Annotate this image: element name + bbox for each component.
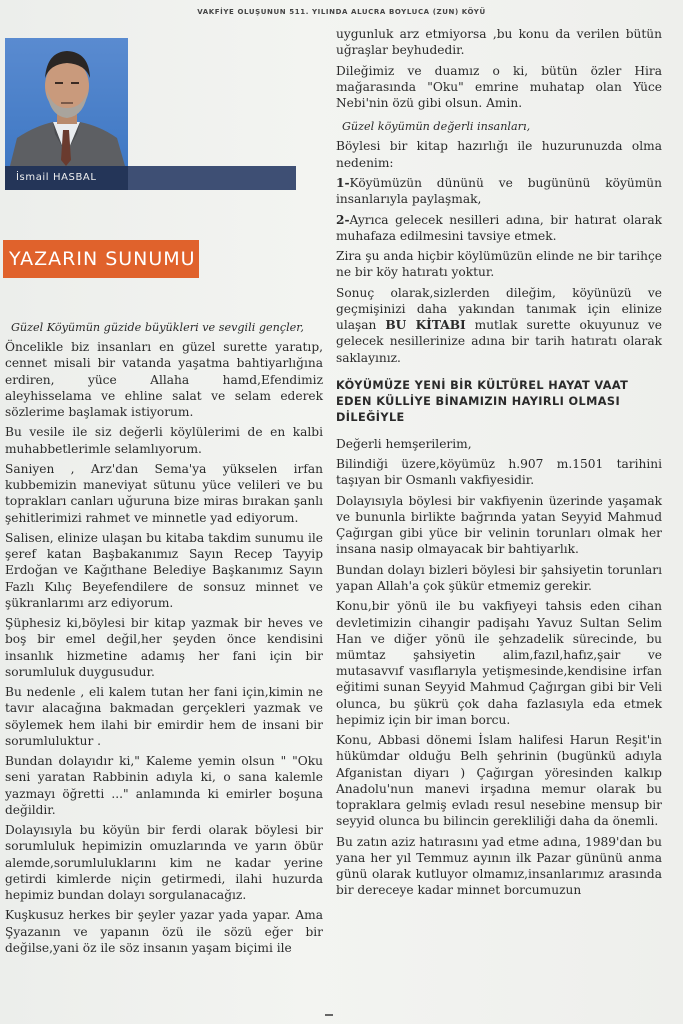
conclusion-paragraph bbox=[336, 285, 662, 366]
paragraph: Konu,bir yönü ile bu vakfiyeyi tahsis eden cihan devletimizin cihangir padişahı Yavuz Sultan Selim Han ve diğer yönü ile şehzadelik sürecinde, bu mümtaz şahsiyetin alim,fazıl,hafız,şair ve mutasavvıf vasıflarıyla yetişmesinde,kendisine irfan eğitimi sunan Seyyid Mahmud Çağırgan gibi bir Veli olunca, bu şükrü çok daha fazlasıyla eda etmek hepimiz için bir iman borcu. bbox=[336, 599, 662, 727]
continuation-paragraph: uygunluk arz etmiyorsa ,bu konu da verilen bütün uğraşlar beyhudedir. bbox=[336, 27, 662, 58]
right-salutation: Güzel köyümün değerli insanları, bbox=[342, 120, 531, 134]
paragraph: Dolayısıyla bu köyün bir ferdi olarak böylesi bir sorumluluk hepimizin omuzlarında ve yarın öbür alemde,sorumluluklarını kim ne kadar yerine getirdi kimlerde niçin getirmedi, ilahi huzurda hepimiz bundan dolayı sorgulanacağız. bbox=[5, 823, 323, 903]
left-column bbox=[5, 320, 323, 960]
wish-paragraph: Dileğimiz ve duamız o ki, bütün özler Hira mağarasında "Oku" emrine muhatap olan Yüce Nebi'nin özü gibi olsun. Amin. bbox=[336, 63, 662, 110]
reason-text: Ayrıca gelecek nesilleri adına, bir hatırat olarak muhafaza edilmesini tavsiye etmek. bbox=[336, 212, 662, 243]
paragraph: Öncelikle biz insanları en güzel surette yaratıp, cennet misali bir vatanda yaşatma bahtiyarlığına erdiren, yüce Allaha hamd,Efendimiz aleyhisselama ve ehline salat ve selam ederek sözlerime başlamak istiyorum. bbox=[5, 340, 323, 420]
reason-text: Köyümüzün dününü ve bugününü köyümün insanlarıyla paylaşmak, bbox=[336, 176, 662, 207]
intro-paragraph: Böylesi bir kitap hazırlığı ile huzurunuzda olma nedenim: bbox=[336, 139, 662, 170]
reason-item bbox=[336, 212, 662, 244]
paragraph: Salisen, elinize ulaşan bu kitaba takdim sunumu ile şeref katan Başbakanımız Sayın Recep Tayyip Erdoğan ve Kağıthane Belediye Başkanımız Sayın Fazlı Kılıç Beyefendilere de sonsuz minnet ve şükranlarımı arz ediyorum. bbox=[5, 531, 323, 610]
running-header: VAKFİYE OLUŞUNUN 511. YILINDA ALUCRA BOYLUCA (ZUN) KÖYÜ bbox=[197, 8, 486, 16]
paragraph: Bu zatın aziz hatırasını yad etme adına, 1989'dan bu yana her yıl Temmuz ayının ilk Pazar gününü anma günü olarak kutluyor olmamız,insanlarımız arasında bir dereceye kadar minnet borcumuzun bbox=[336, 834, 662, 898]
paragraph: Bilindiği üzere,köyümüz h.907 m.1501 tarihini taşıyan bir Osmanlı vakfiyesidir. bbox=[336, 457, 662, 488]
reason-item bbox=[336, 175, 662, 207]
conclusion-text-a: Sonuç olarak,sizlerden dileğim, köyünüzü ve geçmişinizi daha yakından tanımak için elinize ulaşan bbox=[336, 285, 662, 333]
reason-number: 1- bbox=[336, 176, 350, 190]
right-column bbox=[336, 26, 662, 903]
section-heading: KÖYÜMÜZE YENİ BİR KÜLTÜREL HAYAT VAAT EDEN KÜLLİYE BİNAMIZIN HAYIRLI OLMASI DİLEĞİYLE bbox=[336, 378, 629, 424]
paragraph: Zira şu anda hiçbir köylümüzün elinde ne bir tarihçe ne bir köy hatıratı yoktur. bbox=[336, 249, 662, 280]
paragraph: Şüphesiz ki,böylesi bir kitap yazmak bir heves ve boş bir emel değil,her şeyden önce kendisini insanlık hizmetine adamış her fani için bir sorumluluk duygusudur. bbox=[5, 616, 323, 679]
paragraph: Dolayısıyla böylesi bir vakfiyenin üzerinde yaşamak ve bununla birlikte bağrında yatan Seyyid Mahmud Çağırgan gibi yüce bir velinin torunları olmak her insana nasip olmayacak bir bahtiyarlık. bbox=[336, 493, 662, 557]
paragraph: Bundan dolayı bizleri böylesi bir şahsiyetin torunları yapan Allah'a çok şükür etmemiz gerekir. bbox=[336, 562, 662, 593]
paragraph: Kuşkusuz herkes bir şeyler yazar yada yapar. Ama Şyazanın ve yapanın özü ile sözü eğer bir değilse,yani öz ile söz insanın yaşam biçimi ile bbox=[5, 908, 323, 955]
conclusion-text-b: mutlak surette okuyunuz ve gelecek nesillerinize adına bir tarih hatıratı olarak saklayınız. bbox=[336, 318, 662, 365]
reason-number: 2- bbox=[336, 212, 350, 227]
paragraph: Saniyen , Arz'dan Sema'ya yükselen irfan kubbemizin maneviyat sütunu yüce velileri ve bu toprakları canları uğuruna bize miras bırakan şanlı şehitlerimizi rahmet ve minnetle yad ediyorum. bbox=[5, 462, 323, 525]
left-salutation: Güzel Köyümün güzide büyükleri ve sevgili gençler, bbox=[11, 321, 304, 334]
greeting: Değerli hemşerilerim, bbox=[336, 436, 472, 451]
paragraph: Bu nedenle , eli kalem tutan her fani için,kimin ne tavır alacağına bakmadan gerçekleri yazmak ve söylemek hem ilahi bir emirdir hem de insani bir sorumluluktur . bbox=[5, 685, 323, 748]
page-number-mark bbox=[325, 1014, 333, 1016]
book-emphasis: BU KİTABI bbox=[385, 318, 466, 333]
author-name: İsmail HASBAL bbox=[16, 172, 97, 183]
paragraph: Bu vesile ile siz değerli köylülerimi de en kalbi muhabbetlerimle selamlıyorum. bbox=[5, 425, 323, 456]
author-portrait bbox=[5, 38, 128, 166]
paragraph: Bundan dolayıdır ki," Kaleme yemin olsun " "Oku seni yaratan Rabbinin adıyla ki, o sana kalemle yazmayı öğretti ..." anlamında ki emirler boşuna değildir. bbox=[5, 754, 323, 817]
section-title: YAZARIN SUNUMU bbox=[3, 240, 199, 278]
portrait-illustration bbox=[5, 38, 128, 166]
paragraph: Konu, Abbasi dönemi İslam halifesi Harun Reşit'in hükümdar olduğu Belh şehrinin (bugünkü adıyla Afganistan diyarı ) Çağırgan yöresinden kalkıp Anadolu'nun manevi irşadına memur olarak bu topraklara gelmiş evladı resul nesebine mensup bir seyyid olunca bu bilincin gerekliliği daha da önemli. bbox=[336, 733, 662, 829]
